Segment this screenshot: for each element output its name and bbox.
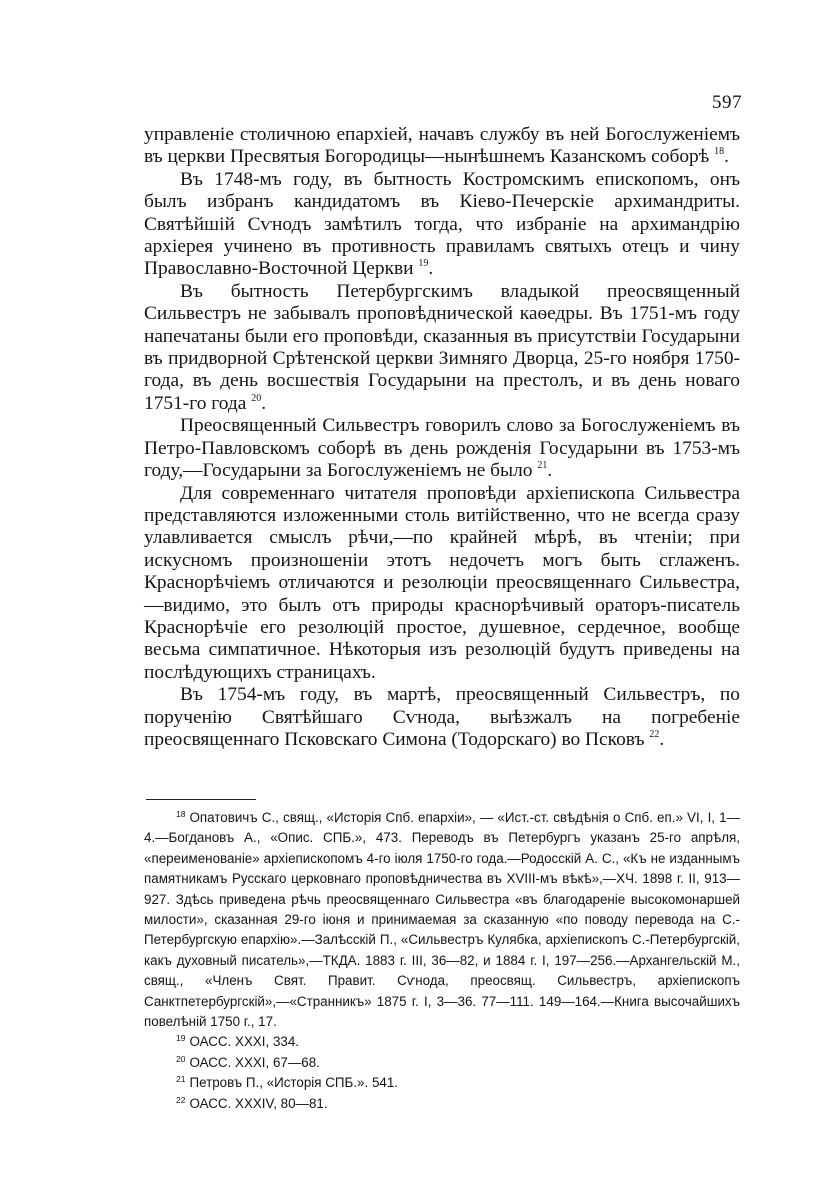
paragraph-text: Въ бытность Петербургскимъ владыкой преосвященный Сильвестръ не забывалъ проповѣднической каѳедры. Въ 1751-мъ году напечатаны были его проповѣди, сказанныя въ присутствіи Государыни въ придворной Срѣтенской церкви Зимняго Дворца, 25-го ноября 1750-года, въ день восшествія Государыни на престолъ, и въ день новаго 1751-го года [144,280,740,414]
paragraph: Въ 1754-мъ году, въ мартѣ, преосвященный Сильвестръ, по порученію Святѣйшаго Сѵнода, выѣзжалъ на погребеніе преосвященнаго Псковскаго Симона (Тодорскаго) во Псковъ $^{22}$. [144,684,740,750]
footnote-text: ОАСС. XXXI, 334. [189,1034,300,1050]
footnote-number: 21 [176,1074,186,1085]
paragraph: управленіе столичною епархіей, начавъ службу въ ней Богослуженіемъ въ церкви Пресвятыя Богородицы—нынѣшнемъ Казанскомъ соборѣ $^{18}$. [144,124,740,168]
page-number: 597 [712,92,742,113]
footnote-ref: 19 [418,258,429,270]
footnote-ref: 21 [537,460,548,472]
footnote-text: ОАСС. XXXIV, 80—81. [189,1095,328,1111]
paragraph-text: Въ 1748-мъ году, въ бытность Костромскимъ епископомъ, онъ былъ избранъ кандидатомъ въ Кіево-Печерскіе архимандриты. Святѣйшій Сѵнодъ замѣтилъ тогда, что избраніе на архимандрію архіерея учинено въ противность правиламъ святыхъ отецъ и чину Православно-Восточной Церкви [144,168,740,280]
footnote-ref: 18 [714,146,725,158]
footnote-number: 20 [176,1053,186,1064]
main-text [144,124,740,751]
footnote-number: 22 [176,1094,186,1105]
paragraph-text: Для современнаго читателя проповѣди архіепископа Сильвестра представляются изложенными столь витійственно, что не всегда сразу улавливается смыслъ рѣчи,—по крайней мѣрѣ, въ чтеніи; при искусномъ произношеніи этотъ недочетъ могъ быть сглаженъ. Краснорѣчіемъ отличаются и резолюціи преосвященнаго Сильвестра,—видимо, это былъ отъ природы краснорѣчивый ораторъ-писатель Краснорѣчіе его резолюцій простое, душевное, сердечное, вообще весьма симпатичное. Нѣкоторыя изъ резолюцій будутъ приведены на послѣдующихъ страницахъ. [144,482,740,683]
footnote-number: 18 [176,809,186,819]
footnote-text: Опатовичъ С., свящ., «Исторія Спб. епархіи», — «Ист.-ст. свѣдѣнія о Спб. еп.» VI, I, 1—4.—Богдановъ А., «Опис. СПБ.», 473. Переводъ въ Петербургъ указанъ 25-го апрѣля, «переименованіе» архіепископомъ 4-го іюля 1750-го года.—Родосскій А. С., «Къ не изданнымъ памятникамъ Русскаго церковнаго проповѣдничества въ XVIII-мъ вѣкѣ»,—ХЧ. 1898 г. II, 913—927. Здѣсь приведена рѣчь преосвященнаго Сильвестра «въ благодареніе высокомонаршей милости», сказанная 29-го іюня и принимаемая за сказанную «по поводу перевода на С.-Петербургскую епархію».—Залѣсскій П., «Сильвестръ Кулябка, архіепископъ С.-Петербургскій, какъ духовный писатель»,—ТКДА. 1883 г. III, 36—82, и 1884 г. I, 197—256.—Архангельскій М., свящ., «Членъ Свят. Правит. Сѵнода, преосвящ. Сильвестръ, архіепископъ Санктпетербургскій»,—«Странникъ» 1875 г. I, 3—36. 77—111. 149—164.—Книга высочайшихъ повелѣній 1750 г., 17. [144,810,740,1030]
paragraph: Въ 1748-мъ году, въ бытность Костромскимъ епископомъ, онъ былъ избранъ кандидатомъ въ Кіево-Печерскіе архимандриты. Святѣйшій Сѵнодъ замѣтилъ тогда, что избраніе на архимандрію архіерея учинено въ противность правиламъ святыхъ отецъ и чину Православно-Восточной Церкви $^{19}$. [144,168,740,280]
paragraph-text: Въ 1754-мъ году, въ мартѣ, преосвященный Сильвестръ, по порученію Святѣйшаго Сѵнода, выѣзжалъ на погребеніе преосвященнаго Псковскаго Симона (Тодорскаго) во Псковъ [144,684,740,750]
footnote-ref: 20 [251,392,262,404]
footnote [144,1094,740,1114]
footnote [144,1073,740,1093]
paragraph: Преосвященный Сильвестръ говорилъ слово за Богослуженіемъ въ Петро-Павловскомъ соборѣ въ день рожденія Государыни въ 1753-мъ году,—Государыни за Богослуженіемъ не было $^{21}$. [144,415,740,482]
paragraph: Въ бытность Петербургскимъ владыкой преосвященный Сильвестръ не забывалъ проповѣднической каѳедры. Въ 1751-мъ году напечатаны были его проповѣди, сказанныя въ присутствіи Государыни въ придворной Срѣтенской церкви Зимняго Дворца, 25-го ноября 1750-года, въ день восшествія Государыни на престолъ, и въ день новаго 1751-го года $^{20}$. [144,280,740,414]
paragraph-text: управленіе столичною епархіей, начавъ службу въ ней Богослуженіемъ въ церкви Пресвятыя Богородицы—нынѣшнемъ Казанскомъ соборѣ [144,124,740,168]
footnote [144,1032,740,1052]
paragraph-text: Преосвященный Сильвестръ говорилъ слово за Богослуженіемъ въ Петро-Павловскомъ соборѣ въ день рожденія Государыни въ 1753-мъ году,—Государыни за Богослуженіемъ не было [144,415,740,482]
footnote-number: 19 [176,1033,186,1044]
footnote-ref: 22 [649,728,660,740]
footnote [144,808,740,1032]
footnote-text: ОАСС. XXXI, 67—68. [189,1054,320,1070]
paragraph [144,483,740,685]
footnote [144,1053,740,1073]
footnote-divider [146,799,256,800]
footnote-text: Петровъ П., «Исторія СПБ.». 541. [189,1075,399,1091]
footnotes [144,808,740,1114]
